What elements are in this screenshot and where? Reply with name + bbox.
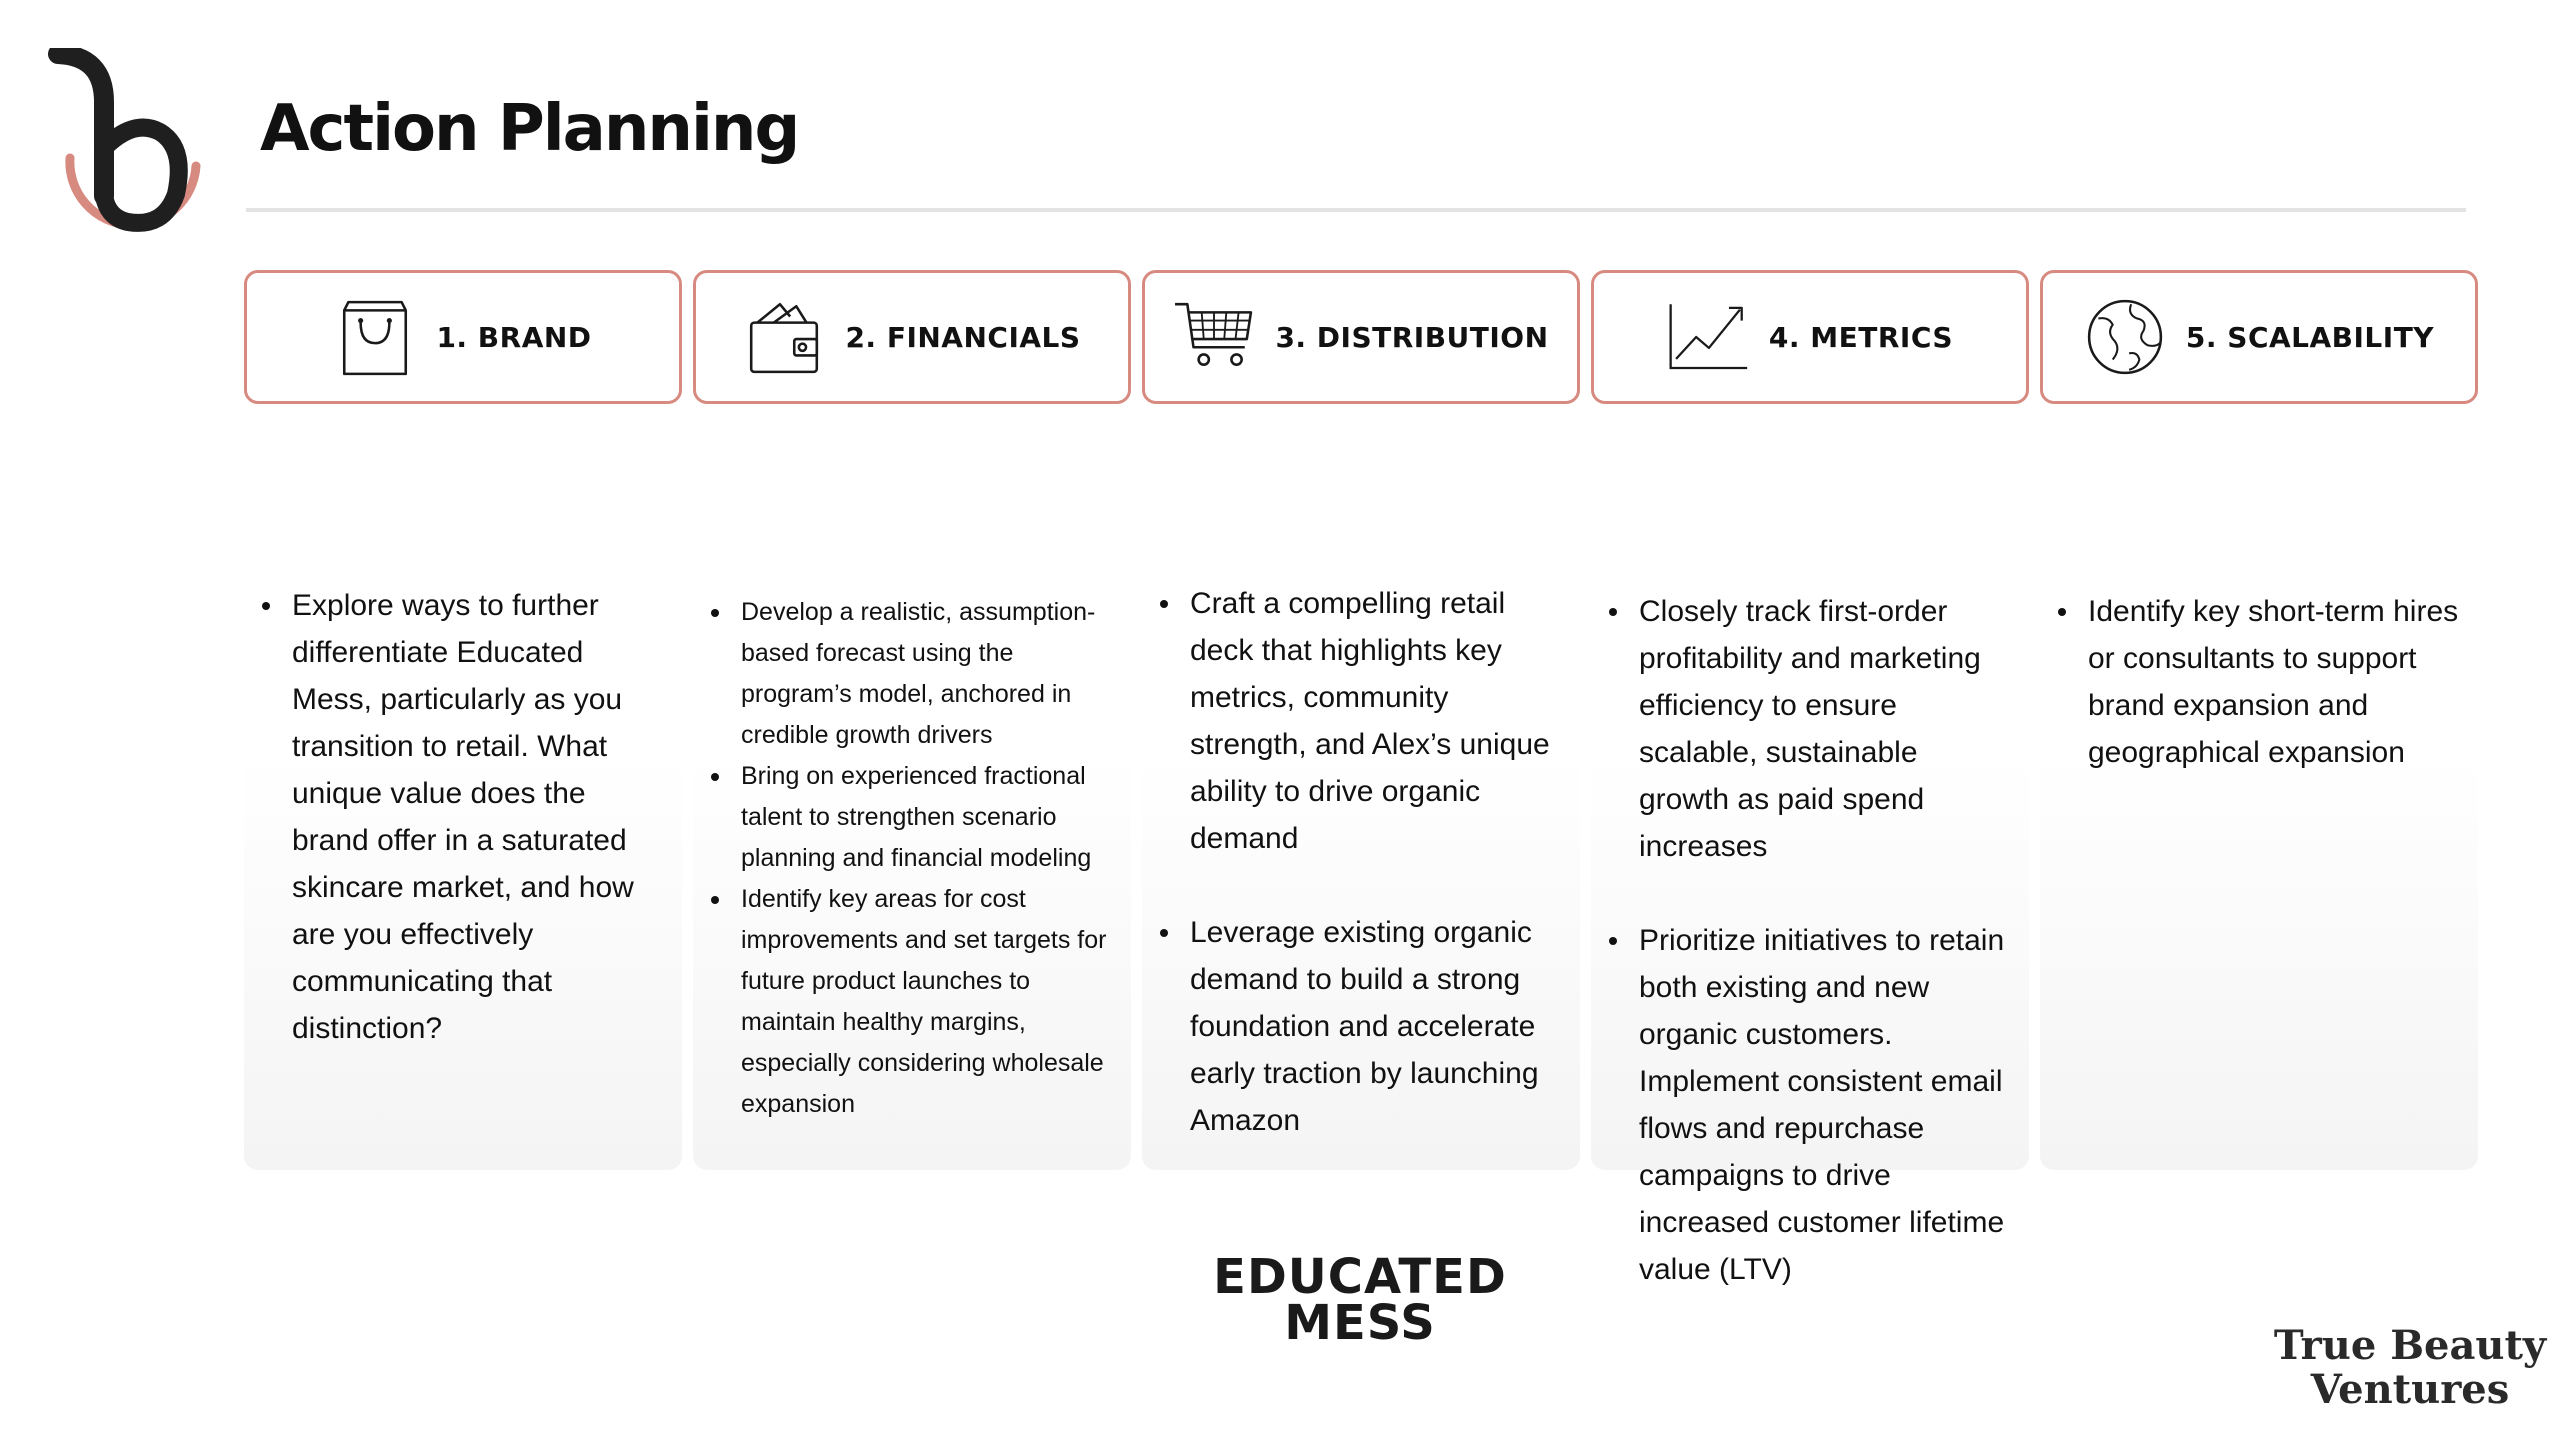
brand-line: MESS [1284,1295,1436,1351]
bullet-list [741,592,1117,1125]
trend-chart-icon [1667,296,1749,378]
list-item: Leverage existing organic demand to build a strong foundation and accelerate early traction by launching Amazon [1190,909,1566,1144]
column-body-scalability [2040,418,2478,1170]
column-distribution [1142,270,1580,1170]
educated-mess-logo [1040,1249,1680,1351]
column-heading: 3. DISTRIBUTION [1275,320,1549,354]
list-item: Explore ways to further differentiate Educated Mess, particularly as you transition to retail. What unique value does the brand offer in a saturated skincare market, and how are you effectively communicating that distinction? [292,582,668,1052]
partner-line: True Beauty [2273,1322,2547,1369]
column-brand [244,270,682,1170]
bullet-list [1190,580,1566,1144]
shopping-bag-icon [334,296,416,378]
column-header-financials [693,270,1131,404]
column-scalability [2040,270,2478,1170]
bullet-list [2088,588,2464,776]
list-item: Prioritize initiatives to retain both existing and new organic customers. Implement consistent email flows and repurchase campaigns to drive increased customer lifetime value (LTV) [1639,917,2015,1293]
partner-line: Ventures [2310,1366,2510,1413]
column-body-brand [244,418,682,1170]
page-title: Action Planning [260,92,799,166]
column-heading: 1. BRAND [436,320,592,354]
column-heading: 4. METRICS [1768,320,1954,354]
column-body-metrics [1591,418,2029,1286]
shopping-cart-icon [1173,296,1255,378]
column-financials [693,270,1131,1170]
column-body-financials [693,418,1131,1170]
globe-icon [2084,296,2166,378]
wallet-icon [743,296,825,378]
list-item: Identify key short-term hires or consultants to support brand expansion and geographical expansion [2088,588,2464,776]
brand-line: EDUCATED [1213,1249,1507,1305]
column-header-distribution [1142,270,1580,404]
list-item: Develop a realistic, assumption-based forecast using the program’s model, anchored in credible growth drivers [741,592,1117,756]
bullet-list [1639,588,2015,1293]
list-item: Bring on experienced fractional talent to strengthen scenario planning and financial modeling [741,756,1117,879]
list-item: Craft a compelling retail deck that highlights key metrics, community strength, and Alex’s unique ability to drive organic demand [1190,580,1566,862]
column-metrics [1591,270,2029,1286]
column-heading: 2. FINANCIALS [845,320,1081,354]
b-monogram-logo-icon [48,48,208,248]
true-beauty-ventures-logo [2270,1324,2550,1412]
column-header-metrics [1591,270,2029,404]
column-header-scalability [2040,270,2478,404]
list-item: Identify key areas for cost improvements and set targets for future product launches to maintain healthy margins, especially considering wholesale expansion [741,879,1117,1125]
list-item: Closely track first-order profitability and marketing efficiency to ensure scalable, sustainable growth as paid spend increases [1639,588,2015,870]
title-divider [246,208,2466,212]
column-heading: 5. SCALABILITY [2185,320,2435,354]
column-header-brand [244,270,682,404]
bullet-list [292,582,668,1052]
column-body-distribution [1142,418,1580,1170]
